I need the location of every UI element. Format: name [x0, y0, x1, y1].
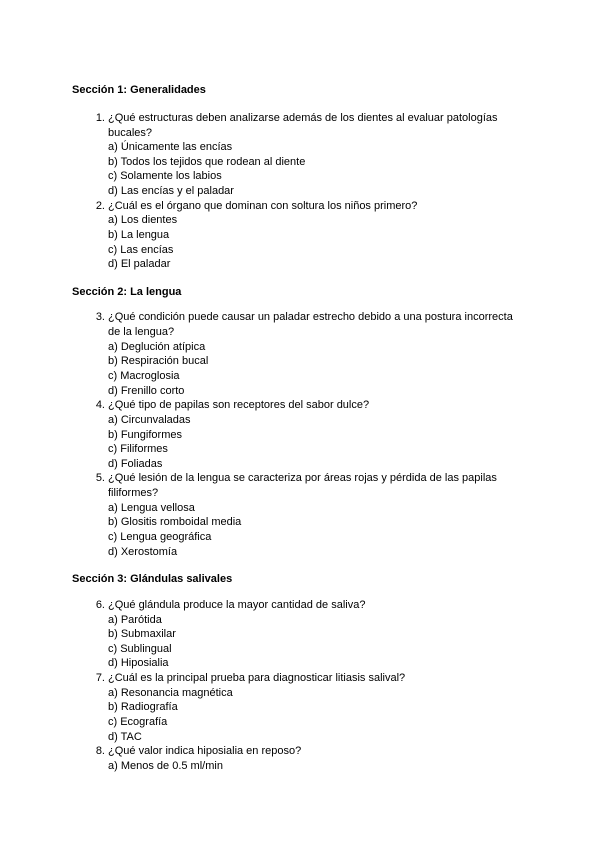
question-6-text: ¿Qué glándula produce la mayor cantidad de saliva? [108, 599, 366, 611]
question-3-text: ¿Qué condición puede causar un paladar estrecho debido a una postura incorrecta de la lengua? [108, 311, 513, 338]
question-6-option-d: d) Hiposialia [108, 657, 169, 669]
question-2-option-d: d) El paladar [108, 258, 171, 270]
question-2-number: 2. [95, 200, 105, 212]
question-1-option-c: c) Solamente los labios [108, 170, 222, 182]
question-6-option-b: b) Submaxilar [108, 628, 176, 640]
question-7-number: 7. [95, 672, 105, 684]
question-8-text: ¿Qué valor indica hiposialia en reposo? [108, 745, 302, 757]
question-2-option-c: c) Las encías [108, 244, 174, 256]
question-1-option-a: a) Únicamente las encías [108, 141, 233, 153]
question-2-text: ¿Cuál es el órgano que dominan con soltura los niños primero? [108, 200, 418, 212]
question-4-option-b: b) Fungiformes [108, 429, 182, 441]
section-1-title: Sección 1: Generalidades [72, 84, 206, 96]
question-5-option-d: d) Xerostomía [108, 546, 178, 558]
question-2-option-b: b) La lengua [108, 229, 170, 241]
question-3-option-d: d) Frenillo corto [108, 385, 185, 397]
question-4-option-c: c) Filiformes [108, 443, 168, 455]
question-2-option-a: a) Los dientes [108, 214, 178, 226]
question-3-option-c: c) Macroglosia [108, 370, 180, 382]
question-4-option-a: a) Circunvaladas [108, 414, 191, 426]
question-4-text: ¿Qué tipo de papilas son receptores del sabor dulce? [108, 399, 370, 411]
question-5-option-c: c) Lengua geográfica [108, 531, 212, 543]
question-8-option-a: a) Menos de 0.5 ml/min [108, 760, 223, 772]
question-3-option-b: b) Respiración bucal [108, 355, 209, 367]
question-6-option-c: c) Sublingual [108, 643, 172, 655]
question-5-text: ¿Qué lesión de la lengua se caracteriza por áreas rojas y pérdida de las papilas filiformes? [108, 472, 497, 499]
question-1-option-b: b) Todos los tejidos que rodean al diente [108, 156, 306, 168]
section-2-title: Sección 2: La lengua [72, 286, 182, 298]
question-7-option-a: a) Resonancia magnética [108, 687, 233, 699]
question-1-number: 1. [95, 112, 105, 124]
question-5-number: 5. [95, 472, 105, 484]
question-1-text: ¿Qué estructuras deben analizarse además de los dientes al evaluar patologías bucales? [108, 112, 498, 139]
question-5-option-a: a) Lengua vellosa [108, 502, 195, 514]
question-7-text: ¿Cuál es la principal prueba para diagnosticar litiasis salival? [108, 672, 406, 684]
question-6-option-a: a) Parótida [108, 614, 162, 626]
section-3-title: Sección 3: Glándulas salivales [72, 573, 233, 585]
question-4-number: 4. [95, 399, 105, 411]
question-5-option-b: b) Glositis romboidal media [108, 516, 242, 528]
question-8-number: 8. [95, 745, 105, 757]
question-7-option-b: b) Radiografía [108, 701, 178, 713]
question-7-option-d: d) TAC [108, 731, 142, 743]
question-4-option-d: d) Foliadas [108, 458, 163, 470]
question-7-option-c: c) Ecografía [108, 716, 168, 728]
question-3-option-a: a) Deglución atípica [108, 341, 206, 353]
question-1-option-d: d) Las encías y el paladar [108, 185, 234, 197]
question-3-number: 3. [95, 311, 105, 323]
question-6-number: 6. [95, 599, 105, 611]
